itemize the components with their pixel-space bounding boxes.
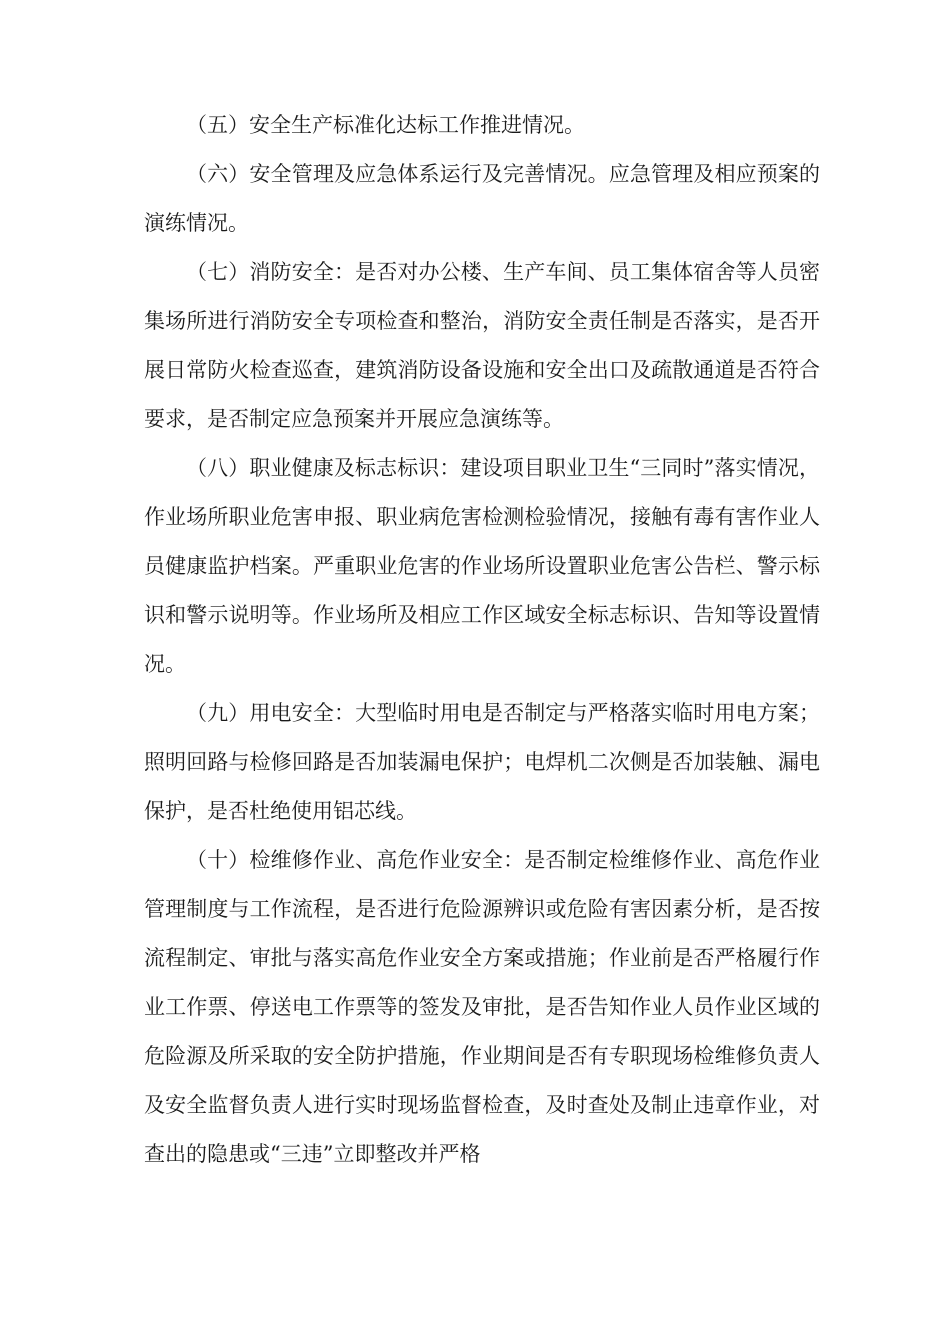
- paragraph-section-6: （六）安全管理及应急体系运行及完善情况。应急管理及相应预案的演练情况。: [144, 162, 820, 235]
- paragraph-section-8: （八）职业健康及标志标识：建设项目职业卫生“三同时”落实情况，作业场所职业危害申报、职业病危害检测检验情况，接触有毒有害作业人员健康监护档案。严重职业危害的作业场所设置职业危害公告栏、警示标识和警示说明等。作业场所及相应工作区域安全标志标识、告知等设置情况。: [144, 456, 820, 676]
- paragraph-section-5: （五）安全生产标准化达标工作推进情况。: [186, 113, 585, 137]
- paragraph-section-7: （七）消防安全：是否对办公楼、生产车间、员工集体宿舍等人员密集场所进行消防安全专项检查和整治，消防安全责任制是否落实，是否开展日常防火检查巡查，建筑消防设备设施和安全出口及疏散通道是否符合要求，是否制定应急预案并开展应急演练等。: [144, 260, 820, 431]
- paragraph-section-10: （十）检维修作业、高危作业安全：是否制定检维修作业、高危作业管理制度与工作流程，是否进行危险源辨识或危险有害因素分析，是否按流程制定、审批与落实高危作业安全方案或措施；作业前是否严格履行作业工作票、停送电工作票等的签发及审批，是否告知作业人员作业区域的危险源及所采取的安全防护措施，作业期间是否有专职现场检维修负责人及安全监督负责人进行实时现场监督检查，及时查处及制止违章作业，对查出的隐患或“三违”立即整改并严格: [144, 848, 820, 1166]
- paragraph-section-9: （九）用电安全：大型临时用电是否制定与严格落实临时用电方案；照明回路与检修回路是否加装漏电保护；电焊机二次侧是否加装触、漏电保护，是否杜绝使用铝芯线。: [144, 701, 820, 823]
- document-body: [144, 101, 820, 1179]
